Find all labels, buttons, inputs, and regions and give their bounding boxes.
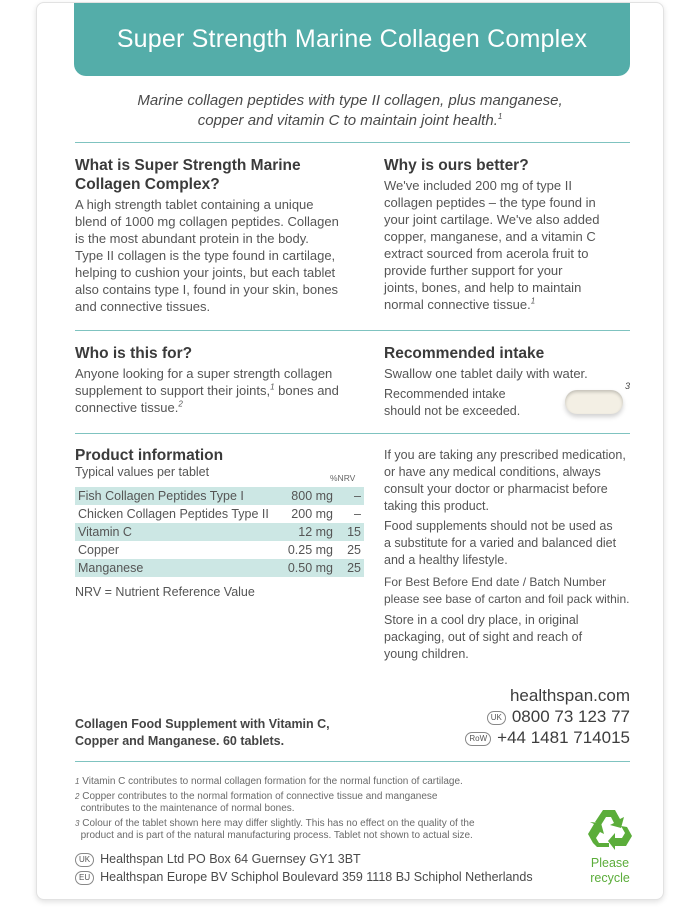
why-line: your joint cartilage. We've also added [384, 212, 600, 227]
why-heading: Why is ours better? [384, 157, 529, 174]
nrv-column-header: %NRV [330, 473, 356, 483]
recycle-label-line: recycle [590, 871, 630, 885]
warning-line: young children. [384, 647, 469, 661]
product-info-subheading: Typical values per tablet [75, 465, 210, 479]
what-line: and connective tissues. [75, 299, 211, 314]
footnote-number: 1 [75, 777, 80, 786]
what-line: helping to cushion your joints, but each tablet [75, 265, 336, 280]
footnote-2 [75, 791, 437, 815]
warning-line: packaging, out of sight and reach of [384, 630, 583, 644]
why-line: extract sourced from acerola fruit to [384, 246, 589, 261]
what-line: is the most abundant protein in the body. [75, 231, 309, 246]
intake-text [384, 365, 624, 382]
divider [75, 330, 630, 331]
intake-line: Swallow one tablet daily with water. [384, 366, 588, 381]
nutrient-nrv: – [354, 507, 361, 521]
nutrient-amount: 800 mg [291, 489, 333, 503]
nutrition-table [75, 487, 364, 577]
table-row [75, 505, 364, 523]
why-text [384, 177, 634, 313]
intake-heading: Recommended intake [384, 345, 545, 362]
what-line: also contains type I, found in your skin, bones [75, 282, 339, 297]
intro-text [100, 91, 600, 131]
nutrient-amount: 200 mg [291, 507, 333, 521]
nutrient-name: Fish Collagen Peptides Type I [78, 489, 244, 503]
eu-address-text: Healthspan Europe BV Schiphol Boulevard 359 1118 BJ Schiphol Netherlands [100, 870, 533, 884]
uk-phone [487, 707, 630, 727]
uk-address-badge: UK [75, 853, 94, 867]
recycle-icon [585, 806, 635, 852]
warning-diet [384, 518, 644, 569]
why-footnote-ref: 1 [530, 296, 536, 306]
eu-address-badge: EU [75, 871, 94, 885]
uk-phone-number: 0800 73 123 77 [511, 707, 630, 726]
warning-line: For Best Before End date / Batch Number [384, 575, 607, 589]
table-row [75, 559, 364, 577]
why-line: normal connective tissue. [384, 297, 531, 312]
uk-address [75, 852, 361, 867]
storage-note [384, 612, 644, 663]
divider [75, 761, 630, 762]
warning-medication [384, 447, 644, 515]
who-line: connective tissue. [75, 400, 179, 415]
table-row [75, 541, 364, 559]
nutrient-name: Chicken Collagen Peptides Type II [78, 507, 269, 521]
recycle-label-line: Please [590, 856, 630, 870]
warning-line: or have any medical conditions, always [384, 465, 601, 479]
row-phone [465, 728, 630, 748]
nutrient-nrv: 15 [347, 525, 361, 539]
nutrient-amount: 0.25 mg [287, 543, 333, 557]
intake-line: Recommended intake [384, 387, 506, 401]
why-line: joints, bones, and help to maintain [384, 280, 582, 295]
warning-line: please see base of carton and foil pack within. [384, 592, 630, 606]
row-badge: RoW [465, 732, 491, 746]
footnote-number: 3 [75, 819, 80, 828]
who-text [75, 365, 375, 416]
intake-line: should not be exceeded. [384, 404, 521, 418]
nutrient-name: Vitamin C [78, 525, 132, 539]
intro-line-2: copper and vitamin C to maintain joint health. [197, 112, 498, 129]
nutrient-nrv: 25 [347, 561, 361, 575]
uk-badge: UK [487, 711, 506, 725]
table-row [75, 487, 364, 505]
footnote-3 [75, 818, 475, 842]
footnote-text: product and is part of the natural manufacturing process. Tablet not shown to actual size. [80, 830, 473, 841]
who-footnote-ref: 2 [178, 399, 183, 409]
why-line: collagen peptides – the type found in [384, 195, 596, 210]
who-heading: Who is this for? [75, 345, 193, 362]
title-banner [74, 3, 630, 76]
nutrient-amount: 0.50 mg [287, 561, 333, 575]
why-line: copper, manganese, and a vitamin C [384, 229, 596, 244]
footnote-text: Colour of the tablet shown here may differ slightly. This has no effect on the quality of the [82, 818, 475, 829]
what-heading-line-1: What is Super Strength Marine [75, 157, 301, 174]
divider [75, 433, 630, 434]
why-line: We've included 200 mg of type II [384, 178, 572, 193]
nrv-note: NRV = Nutrient Reference Value [75, 585, 255, 599]
what-line: Type II collagen is the type found in cartilage, [75, 248, 336, 263]
footnote-text: Copper contributes to the normal formation of connective tissue and manganese [82, 791, 438, 802]
who-line: supplement to support their joints, [75, 383, 271, 398]
warning-line: Store in a cool dry place, in original [384, 613, 579, 627]
nutrient-nrv: 25 [347, 543, 361, 557]
intro-footnote-ref: 1 [497, 112, 503, 121]
footnote-1 [75, 776, 463, 788]
website: healthspan.com [509, 686, 630, 705]
warning-line: and a healthy lifestyle. [384, 553, 508, 567]
recycle-label [578, 856, 642, 886]
what-heading-line-2: Collagen Complex? [75, 176, 220, 193]
warning-line: taking this product. [384, 499, 489, 513]
product-desc-line: Copper and Manganese. 60 tablets. [75, 734, 285, 748]
warning-line: If you are taking any prescribed medication, [384, 448, 626, 462]
product-desc-line: Collagen Food Supplement with Vitamin C, [75, 717, 330, 731]
warning-line: consult your doctor or pharmacist before [384, 482, 608, 496]
what-line: blend of 1000 mg collagen peptides. Collagen [75, 214, 339, 229]
row-phone-number: +44 1481 714015 [497, 728, 630, 747]
product-description [75, 716, 330, 750]
best-before-note [384, 574, 644, 608]
who-line: Anyone looking for a super strength collagen [75, 366, 333, 381]
why-line: provide further support for your [384, 263, 563, 278]
intro-line-1: Marine collagen peptides with type II collagen, plus manganese, [137, 92, 563, 109]
eu-address [75, 870, 533, 885]
who-line: bones and [274, 383, 339, 398]
nutrient-nrv: – [354, 489, 361, 503]
what-text [75, 196, 375, 315]
nutrient-amount: 12 mg [298, 525, 333, 539]
who-footnote-ref: 1 [270, 382, 275, 392]
divider [75, 142, 630, 143]
what-heading [75, 156, 301, 194]
warning-line: Food supplements should not be used as [384, 519, 613, 533]
warning-line: a substitute for a varied and balanced diet [384, 536, 617, 550]
nutrient-name: Manganese [78, 561, 144, 575]
product-info-heading: Product information [75, 447, 224, 464]
footnote-number: 2 [75, 792, 80, 801]
tablet-image [565, 390, 623, 414]
table-row [75, 523, 364, 541]
page-title: Super Strength Marine Collagen Complex [116, 25, 588, 53]
intake-warning [384, 386, 554, 420]
what-line: A high strength tablet containing a unique [75, 197, 314, 212]
footnote-text: Vitamin C contributes to normal collagen formation for the normal function of cartilage. [82, 776, 463, 787]
uk-address-text: Healthspan Ltd PO Box 64 Guernsey GY1 3BT [100, 852, 361, 866]
footnote-text: contributes to the maintenance of normal bones. [80, 803, 295, 814]
nutrient-name: Copper [78, 543, 119, 557]
